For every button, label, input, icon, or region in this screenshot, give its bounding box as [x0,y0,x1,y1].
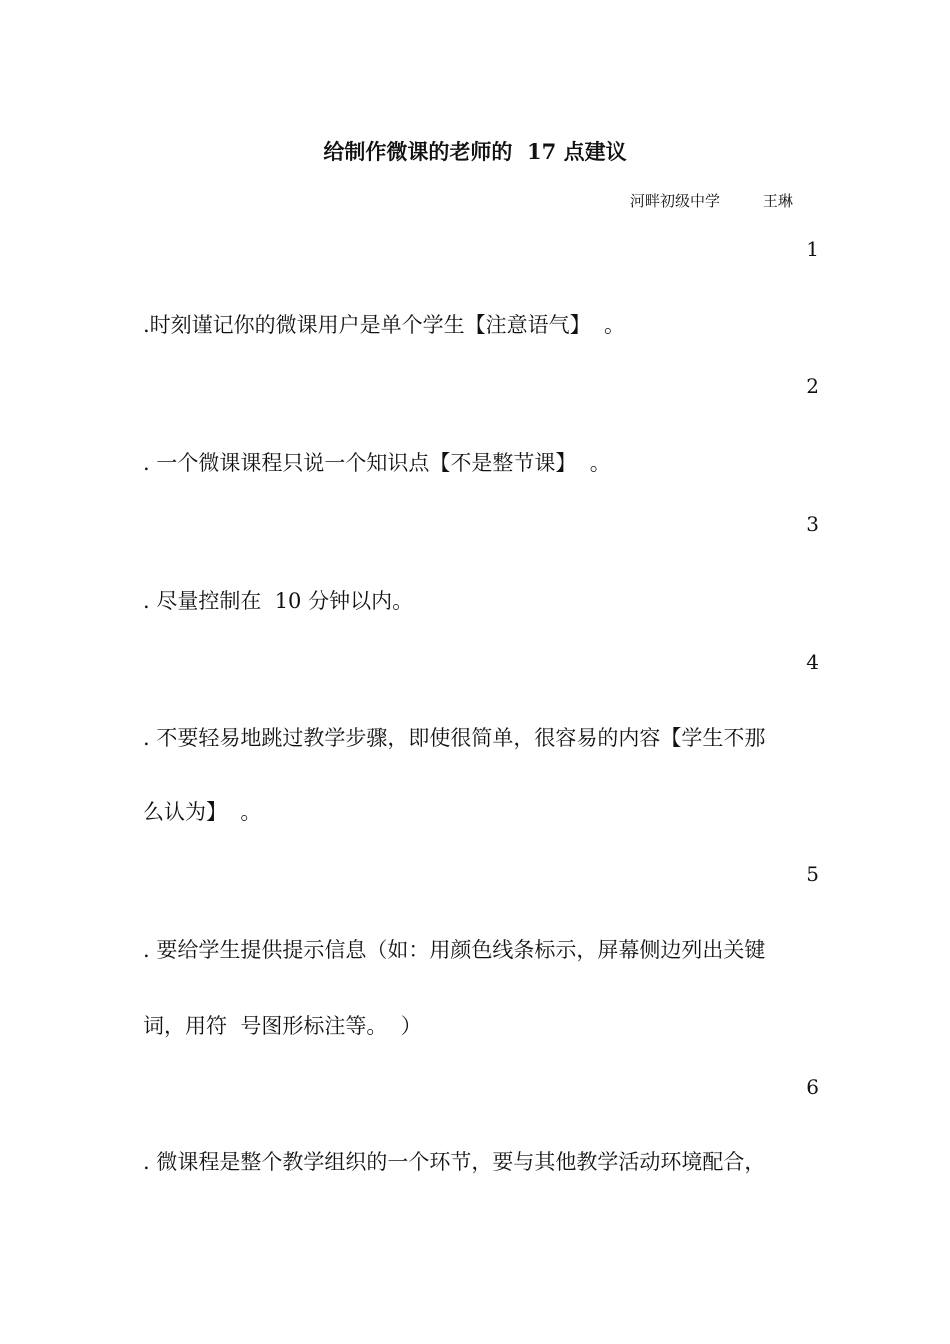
item-number: 3 [806,512,819,536]
item-text: . 微课程是整个教学组织的一个环节，要与其他教学活动环境配合， [143,1150,766,1174]
item-text: . 不要轻易地跳过教学步骤，即使很简单，很容易的内容【学生不那 [143,726,766,750]
document-title: 给制作微课的老师的 17 点建议 [323,139,627,164]
item-number: 6 [806,1075,819,1099]
item-text-continued: 词，用符 号图形标注等。 ） [143,1014,422,1038]
item-text-continued: 么认为】 。 [143,800,262,824]
item-text: . 要给学生提供提示信息（如：用颜色线条标示，屏幕侧边列出关键 [143,938,766,962]
item-number: 1 [806,237,819,261]
item-text: . 尽量控制在 10 分钟以内。 [143,589,414,613]
item-number: 5 [806,862,819,886]
item-text: . 一个微课课程只说一个知识点【不是整节课】 。 [143,451,611,475]
item-number: 4 [806,650,819,674]
item-text: .时刻谨记你的微课用户是单个学生【注意语气】 。 [143,313,626,337]
item-number: 2 [806,374,819,398]
author-line: 河畔初级中学 王琳 [630,192,793,210]
